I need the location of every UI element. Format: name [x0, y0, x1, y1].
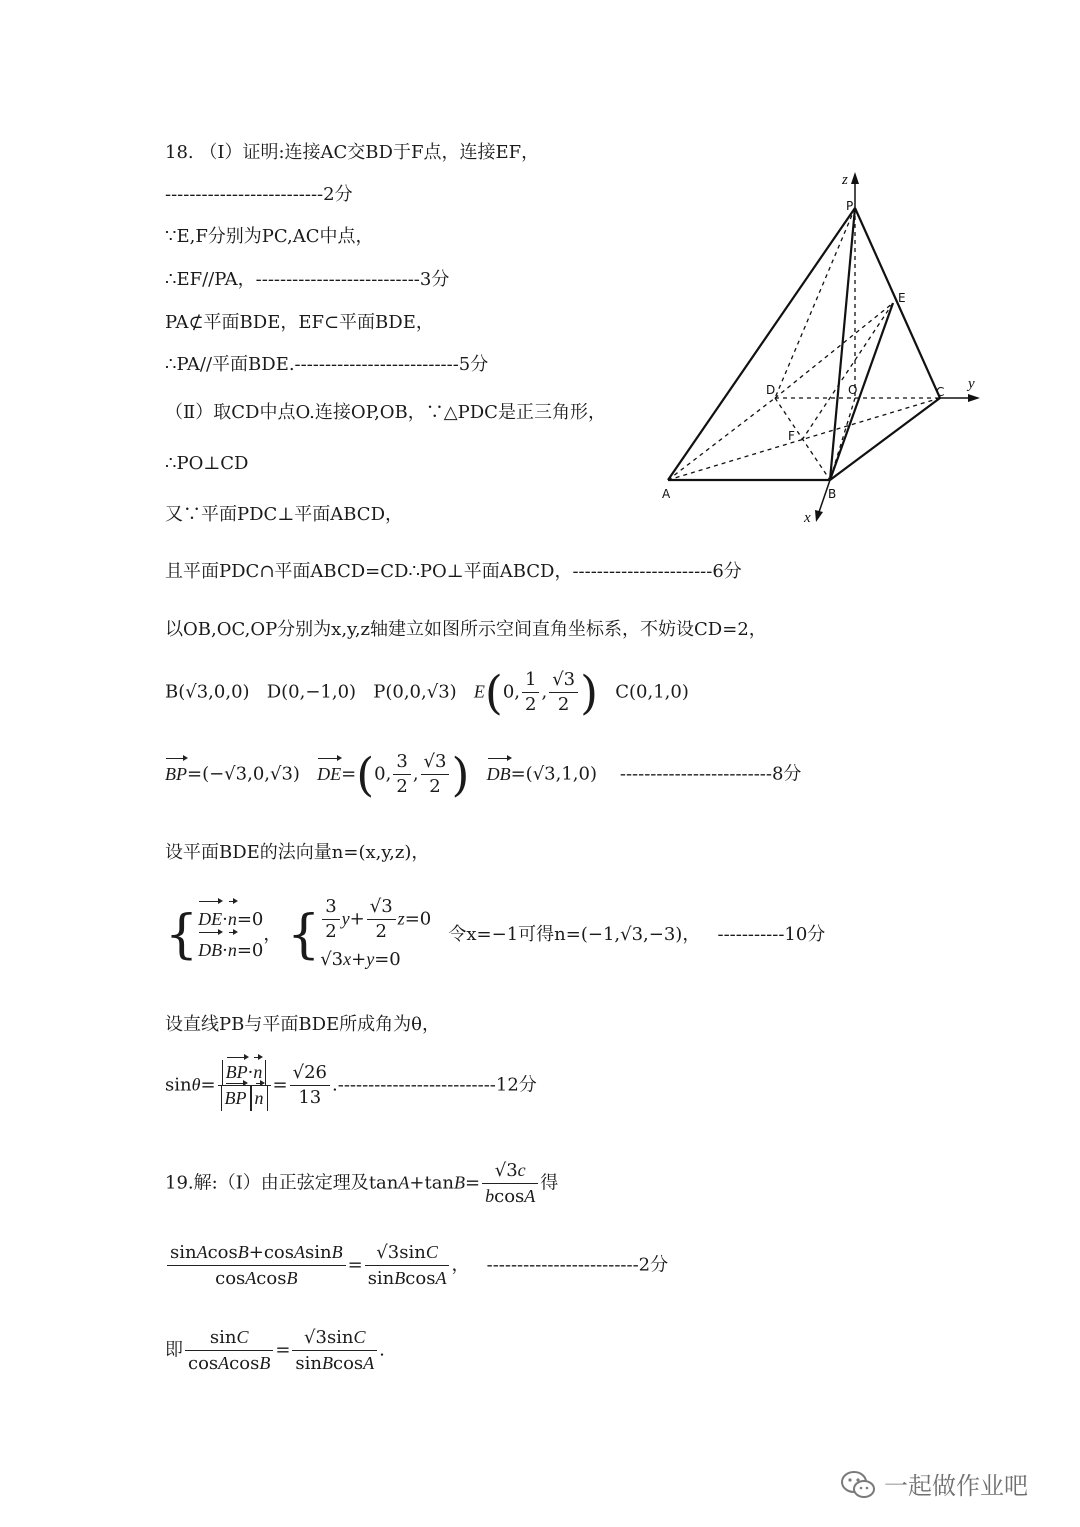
- angle-line: 设直线PB与平面BDE所成角为θ，: [165, 1014, 440, 1035]
- sin-numerator: √26: [290, 1061, 330, 1086]
- label-c: C: [936, 385, 945, 399]
- q19-ie: 即: [165, 1339, 183, 1361]
- x-axis-arrow: [815, 510, 823, 522]
- vectors-line: BP=(−√3,0,√3) DE=(0, $\frac{3}{2}$ , $\frac{√3}{2}$ ) DB=(√3,1,0) -------------------------8分: [165, 747, 802, 802]
- label-b: B: [828, 487, 837, 501]
- z-axis-arrow: [851, 172, 859, 184]
- label-o: O: [848, 383, 858, 397]
- edge-fe: [802, 303, 893, 440]
- coord-e-label: E: [473, 681, 485, 702]
- label-d: D: [766, 383, 776, 397]
- label-e: E: [898, 291, 906, 305]
- vector-db: =(√3,1,0): [510, 763, 597, 785]
- q18-line-4: ∴EF//PA，---------------------------3分: [165, 269, 450, 290]
- q18-line-9: 又∵平面PDC⊥平面ABCD，: [165, 504, 404, 525]
- coord-p: P(0,0,√3): [373, 681, 457, 703]
- q19-head-line: 19.解:（Ⅰ）由正弦定理及tanA+tanB= $\frac{√3c}{bcosA}$ 得: [165, 1160, 559, 1207]
- coordinates-line: B(√3,0,0) D(0,−1,0) P(0,0,√3) E(0, $\frac{1}{2}$ , $\frac{√3}{2}$ ) C(0,1,0): [165, 665, 689, 720]
- q18-line-5: PA⊄平面BDE，EF⊂平面BDE，: [165, 312, 434, 333]
- q18-line-10: 且平面PDC∩平面ABCD=CD∴PO⊥平面ABCD，-----------------------6分: [165, 561, 742, 582]
- q18-line-8: ∴PO⊥CD: [165, 453, 249, 474]
- edge-ad: [668, 398, 775, 480]
- sin-denominator: 13: [298, 1087, 322, 1108]
- q19-head: 19.解:（Ⅰ）由正弦定理及: [165, 1172, 369, 1194]
- pyramid-figure: [650, 160, 990, 530]
- q18-line-2: --------------------------2分: [165, 184, 353, 205]
- score-12: --------------------------12分: [337, 1074, 537, 1096]
- q19-head-tail: 得: [540, 1172, 559, 1194]
- q18-line-6: ∴PA//平面BDE.---------------------------5分: [165, 354, 489, 375]
- watermark-text: 一起做作业吧: [884, 1472, 1028, 1500]
- y-axis-arrow: [968, 394, 980, 402]
- label-f: F: [788, 429, 795, 443]
- q19-equation-1: $\frac{\text{sinAcosB+cosAsinB}}{\text{cosAcosB}}$ = $\frac{√3\sin C}{\text{sinBcosA}}$ ， -------------------------2分: [165, 1240, 668, 1291]
- vector-de-eq: =: [341, 763, 357, 785]
- label-p: P: [846, 199, 854, 213]
- label-a: A: [662, 487, 671, 501]
- coord-d: D(0,−1,0): [266, 681, 357, 703]
- q18-line-11: 以OB,OC,OP分别为x,y,z轴建立如图所示空间直角坐标系，不妨设CD=2，: [165, 619, 767, 640]
- edge-bc: [830, 398, 940, 480]
- q19-score-2: -------------------------2分: [486, 1254, 669, 1276]
- q19-equation-2: 即 $\frac{\sin C}{\text{cosAcosB}}$ = $\frac{√3\sin C}{\text{sinBcosA}}$ .: [165, 1327, 385, 1374]
- edge-be: [830, 303, 893, 480]
- wechat-icon: [840, 1470, 876, 1500]
- system-line: { DE·n=0 DB·n=0 ， { $\frac{3}{2}$ y+ $\frac{√3}{2}$ z=0 √3x+y=0 令x=−1可得n=(−1,√3,−3)， -----------10分: [165, 896, 826, 970]
- edge-pd: [775, 208, 858, 398]
- q18-line-3: ∵E,F分别为PC,AC中点，: [165, 226, 374, 247]
- sin-theta-line: sinθ= $\frac{BP\cdot n}{\text{BP n}}$ = $\frac{√26}{13}$ .--------------------------12分: [165, 1060, 537, 1111]
- normal-vector-line: 设平面BDE的法向量n=(x,y,z)，: [165, 842, 430, 863]
- q18-line-1: 18. （Ⅰ）证明:连接AC交BD于F点，连接EF，: [165, 142, 540, 163]
- label-x: x: [804, 510, 811, 526]
- q18-line-7: （Ⅱ）取CD中点O.连接OP,OB，∵△PDC是正三角形，: [165, 402, 606, 423]
- coord-c: C(0,1,0): [615, 681, 689, 703]
- edge-ac: [668, 398, 940, 480]
- coord-b: B(√3,0,0): [165, 681, 250, 703]
- label-y: y: [968, 376, 975, 392]
- vector-bp: =(−√3,0,√3): [187, 763, 300, 785]
- label-z: z: [842, 172, 848, 188]
- let-x-note: 令x=−1可得n=(−1,√3,−3)，: [448, 924, 701, 945]
- score-8: -------------------------8分: [619, 763, 802, 785]
- score-10: -----------10分: [717, 924, 826, 945]
- edge-pa: [668, 208, 858, 480]
